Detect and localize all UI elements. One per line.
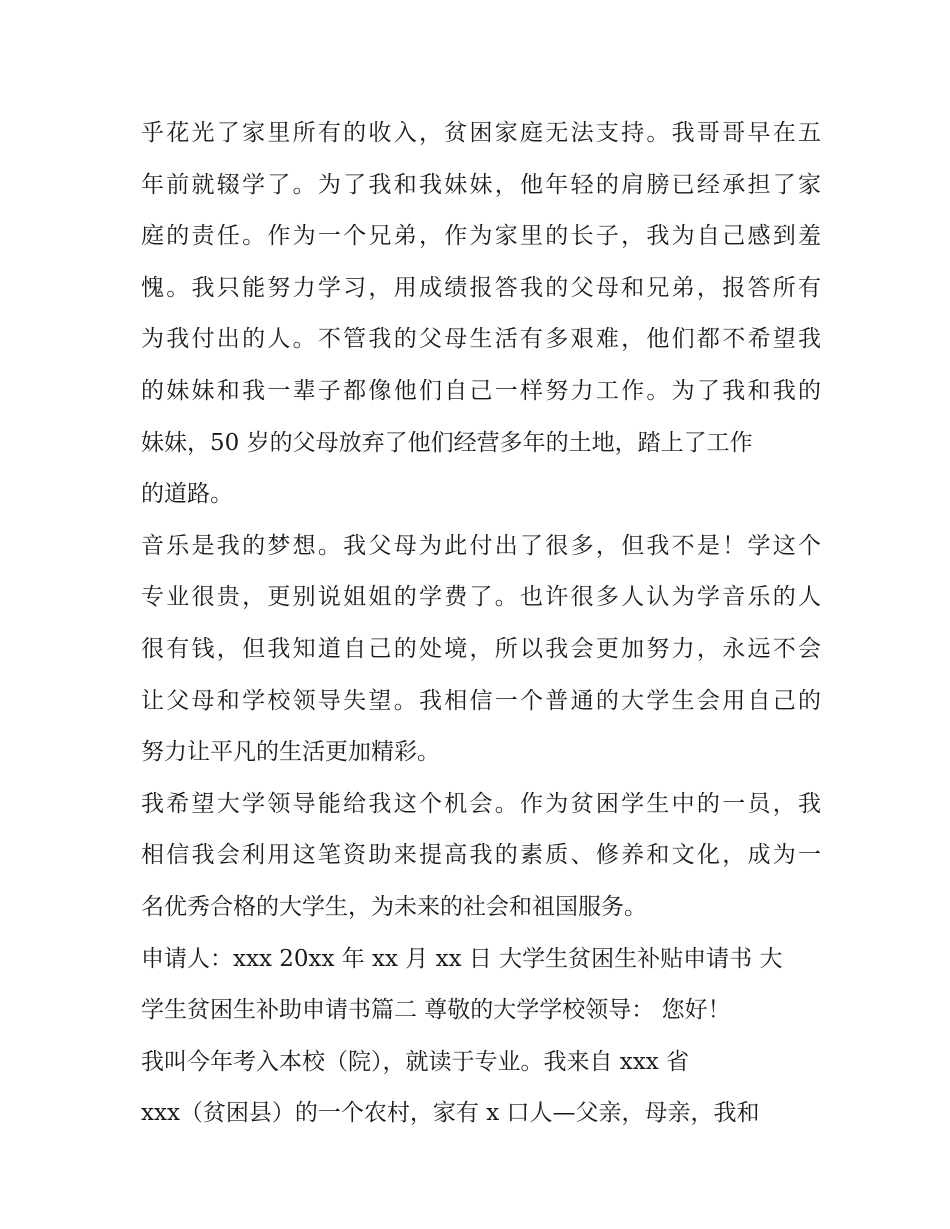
text-line: 年前就辍学了。为了我和我妹妹，他年轻的肩膀已经承担了家: [141, 171, 821, 198]
text-line: 乎花光了家里所有的收入，贫困家庭无法支持。我哥哥早在五: [141, 120, 821, 146]
text-line: 申请人：xxx 20xx 年 xx 月 xx 日 大学生贫困生补贴申请书 大: [141, 945, 783, 972]
text-line: 努力让平凡的生活更加精彩。: [141, 739, 440, 766]
text-line: 愧。我只能努力学习，用成绩报答我的父母和兄弟，报答所有: [141, 274, 821, 301]
text-line: xxx（贫困县）的一个农村，家有 x 口人—父亲，母亲，我和: [141, 1100, 760, 1127]
text-line: 妹妹，50 岁的父母放弃了他们经营多年的土地，踏上了工作: [141, 429, 753, 456]
text-line: 我希望大学领导能给我这个机会。作为贫困学生中的一员，我: [141, 790, 821, 817]
text-line: 音乐是我的梦想。我父母为此付出了很多，但我不是！学这个: [141, 532, 821, 559]
text-line: 的妹妹和我一辈子都像他们自己一样努力工作。为了我和我的: [141, 377, 821, 404]
document-body: [141, 108, 821, 1140]
text-line: 学生贫困生补助申请书篇二 尊敬的大学学校领导： 您好！: [141, 997, 731, 1024]
text-line: 我叫今年考入本校（院），就读于专业。我来自 xxx 省: [141, 1048, 690, 1075]
text-line: 为我付出的人。不管我的父母生活有多艰难，他们都不希望我: [141, 326, 821, 353]
text-line: 专业很贵，更别说姐姐的学费了。也许很多人认为学音乐的人: [141, 584, 821, 611]
text-line: 庭的责任。作为一个兄弟，作为家里的长子，我为自己感到羞: [141, 223, 821, 250]
text-line: 让父母和学校领导失望。我相信一个普通的大学生会用自己的: [141, 687, 821, 714]
text-line: 的道路。: [141, 481, 233, 508]
text-line: 名优秀合格的大学生，为未来的社会和祖国服务。: [141, 893, 647, 920]
text-line: 很有钱，但我知道自己的处境，所以我会更加努力，永远不会: [141, 635, 821, 662]
text-line: 相信我会利用这笔资助来提高我的素质、修养和文化，成为一: [141, 842, 821, 869]
